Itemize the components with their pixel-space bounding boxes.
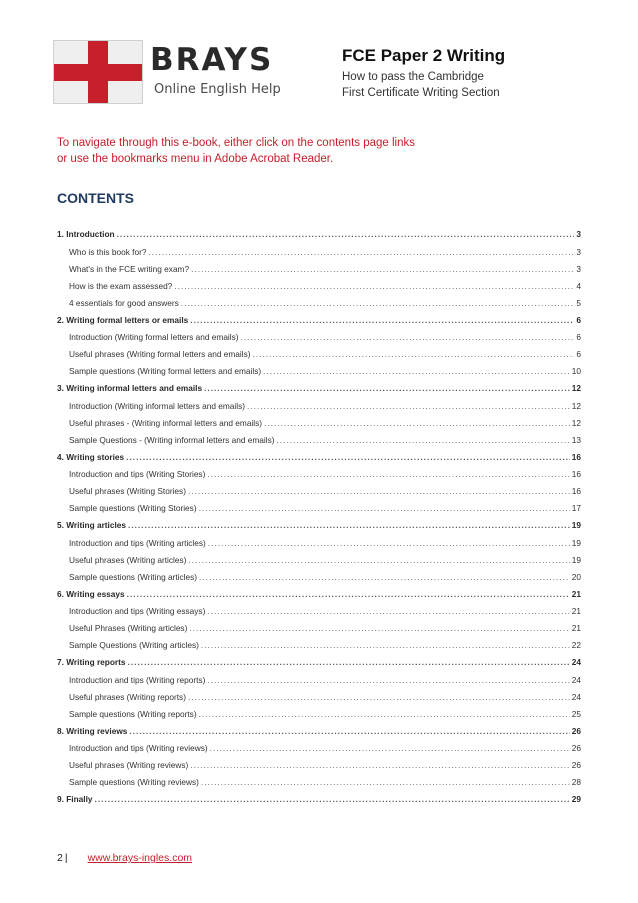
- toc-subsection-link[interactable]: [57, 623, 581, 640]
- toc-entry-title: How is the exam assessed?: [69, 280, 173, 291]
- toc-page-number: 3: [576, 263, 581, 274]
- toc-page-number: 16: [571, 451, 581, 462]
- toc-subsection-link[interactable]: [57, 418, 581, 435]
- toc-dot-leader: [191, 264, 574, 274]
- toc-subsection-link[interactable]: [57, 247, 581, 264]
- toc-dot-leader: [264, 418, 570, 428]
- toc-page-number: 6: [576, 332, 581, 342]
- toc-entry-title: 3. Writing informal letters and emails: [57, 383, 203, 393]
- toc-entry-title: 7. Writing reports: [57, 657, 126, 667]
- toc-subsection-link[interactable]: [57, 777, 581, 794]
- page-footer: [57, 852, 192, 864]
- toc-dot-leader: [204, 383, 570, 393]
- toc-dot-leader: [148, 247, 574, 257]
- england-flag-icon: [53, 40, 143, 104]
- toc-dot-leader: [189, 623, 569, 633]
- toc-entry-title: Introduction and tips (Writing Stories): [69, 469, 206, 479]
- toc-page-number: 4: [576, 280, 581, 291]
- toc-dot-leader: [208, 538, 570, 548]
- toc-section-link[interactable]: [57, 452, 581, 470]
- toc-subsection-link[interactable]: [57, 366, 581, 383]
- toc-dot-leader: [241, 332, 575, 342]
- toc-entry-title: Sample questions (Writing articles): [69, 571, 198, 582]
- toc-dot-leader: [188, 692, 570, 702]
- navigation-note-line: To navigate through this e-book, either click on the contents page links: [57, 137, 415, 149]
- toc-page-number: 6: [576, 349, 581, 359]
- toc-page-number: 26: [571, 743, 581, 753]
- toc-dot-leader: [207, 469, 569, 479]
- contents-heading: CONTENTS: [57, 190, 134, 206]
- table-of-contents: [57, 229, 581, 812]
- toc-subsection-link[interactable]: [57, 486, 581, 503]
- toc-subsection-link[interactable]: [57, 435, 581, 452]
- website-link[interactable]: www.brays-ingles.com: [87, 852, 193, 864]
- toc-page-number: 26: [571, 725, 581, 736]
- toc-entry-title: Sample questions (Writing reviews): [69, 777, 199, 787]
- toc-entry-title: Useful phrases (Writing reports): [69, 691, 186, 702]
- toc-page-number: 20: [571, 571, 581, 582]
- toc-entry-title: Sample Questions (Writing articles): [69, 640, 199, 650]
- toc-page-number: 16: [571, 486, 581, 496]
- brand-name: BRAYS: [150, 42, 274, 78]
- toc-entry-title: 4. Writing stories: [57, 451, 125, 462]
- toc-section-link[interactable]: [57, 589, 581, 607]
- toc-entry-title: 4 essentials for good answers: [69, 297, 179, 308]
- toc-dot-leader: [263, 366, 570, 376]
- toc-page-number: 29: [571, 794, 581, 804]
- toc-section-link[interactable]: [57, 726, 581, 744]
- toc-dot-leader: [201, 777, 570, 787]
- toc-page-number: 24: [571, 674, 581, 685]
- toc-page-number: 25: [571, 708, 581, 719]
- toc-entry-title: Sample questions (Writing Stories): [69, 503, 197, 513]
- toc-dot-leader: [210, 743, 570, 753]
- toc-page-number: 21: [571, 588, 581, 599]
- toc-dot-leader: [199, 709, 570, 719]
- navigation-note-line: or use the bookmarks menu in Adobe Acrobat Reader.: [57, 153, 334, 165]
- toc-entry-title: 9. Finally: [57, 794, 93, 804]
- toc-page-number: 19: [571, 520, 581, 530]
- toc-entry-title: Useful phrases (Writing reviews): [69, 760, 189, 770]
- toc-dot-leader: [128, 520, 570, 530]
- toc-subsection-link[interactable]: [57, 469, 581, 486]
- toc-dot-leader: [95, 794, 570, 804]
- toc-entry-title: Sample questions (Writing reports): [69, 708, 197, 719]
- toc-entry-title: Introduction and tips (Writing reviews): [69, 743, 208, 753]
- subtitle-line: First Certificate Writing Section: [342, 87, 500, 99]
- toc-page-number: 3: [576, 229, 581, 239]
- toc-dot-leader: [128, 657, 570, 667]
- toc-page-number: 24: [571, 657, 581, 667]
- toc-page-number: 5: [576, 297, 581, 308]
- toc-entry-title: What's in the FCE writing exam?: [69, 263, 190, 274]
- toc-entry-title: Introduction and tips (Writing articles): [69, 537, 206, 548]
- document-subtitle: [342, 69, 500, 101]
- toc-entry-title: Introduction and tips (Writing reports): [69, 674, 206, 685]
- toc-entry-title: 6. Writing essays: [57, 588, 125, 599]
- toc-dot-leader: [207, 606, 569, 616]
- toc-entry-title: 1. Introduction: [57, 229, 115, 239]
- toc-entry-title: Useful Phrases (Writing articles): [69, 623, 188, 633]
- toc-entry-title: Introduction (Writing formal letters and emails): [69, 332, 239, 342]
- toc-page-number: 6: [576, 314, 581, 325]
- toc-dot-leader: [188, 486, 570, 496]
- document-title: FCE Paper 2 Writing: [342, 46, 506, 65]
- toc-dot-leader: [277, 435, 570, 445]
- toc-dot-leader: [181, 298, 575, 308]
- subtitle-line: How to pass the Cambridge: [342, 71, 484, 83]
- toc-subsection-link[interactable]: [57, 572, 581, 589]
- toc-page-number: 22: [571, 640, 581, 650]
- toc-subsection-link[interactable]: [57, 692, 581, 709]
- toc-subsection-link[interactable]: [57, 555, 581, 572]
- toc-entry-title: Introduction (Writing informal letters and emails): [69, 400, 245, 411]
- toc-dot-leader: [207, 675, 569, 685]
- toc-entry-title: 2. Writing formal letters or emails: [57, 314, 189, 325]
- toc-entry-title: 5. Writing articles: [57, 520, 127, 530]
- toc-dot-leader: [247, 401, 570, 411]
- page-number: 2: [57, 852, 63, 864]
- footer-separator: |: [64, 852, 68, 864]
- toc-page-number: 12: [571, 383, 581, 393]
- toc-dot-leader: [199, 572, 570, 582]
- toc-subsection-link[interactable]: [57, 538, 581, 555]
- toc-entry-title: Useful phrases (Writing Stories): [69, 486, 186, 496]
- toc-page-number: 28: [571, 777, 581, 787]
- toc-entry-title: Who is this book for?: [69, 246, 147, 257]
- toc-subsection-link[interactable]: [57, 675, 581, 692]
- toc-page-number: 16: [571, 469, 581, 479]
- toc-subsection-link[interactable]: [57, 332, 581, 349]
- toc-dot-leader: [126, 452, 570, 462]
- toc-page-number: 13: [571, 434, 581, 445]
- toc-subsection-link[interactable]: [57, 298, 581, 315]
- toc-page-number: 26: [571, 760, 581, 770]
- toc-subsection-link[interactable]: [57, 503, 581, 520]
- toc-dot-leader: [199, 503, 570, 513]
- toc-dot-leader: [174, 281, 574, 291]
- toc-dot-leader: [127, 589, 570, 599]
- toc-section-link[interactable]: [57, 315, 581, 333]
- toc-entry-title: Sample Questions - (Writing informal letters and emails): [69, 434, 275, 445]
- toc-page-number: 12: [571, 400, 581, 411]
- toc-entry-title: Sample questions (Writing formal letters and emails): [69, 366, 262, 376]
- toc-section-link[interactable]: [57, 657, 581, 675]
- toc-subsection-link[interactable]: [57, 349, 581, 366]
- toc-subsection-link[interactable]: [57, 743, 581, 760]
- toc-page-number: 19: [571, 537, 581, 548]
- toc-subsection-link[interactable]: [57, 401, 581, 418]
- toc-entry-title: Useful phrases - (Writing informal letters and emails): [69, 417, 263, 428]
- toc-subsection-link[interactable]: [57, 281, 581, 298]
- toc-page-number: 24: [571, 691, 581, 702]
- toc-dot-leader: [117, 229, 575, 239]
- toc-page-number: 17: [571, 503, 581, 513]
- toc-page-number: 21: [571, 606, 581, 616]
- toc-entry-title: 8. Writing reviews: [57, 725, 128, 736]
- toc-dot-leader: [201, 640, 570, 650]
- navigation-note: [57, 135, 477, 167]
- toc-page-number: 21: [571, 623, 581, 633]
- brand-tagline: Online English Help: [154, 82, 281, 97]
- toc-dot-leader: [190, 760, 570, 770]
- toc-dot-leader: [190, 315, 574, 325]
- toc-subsection-link[interactable]: [57, 606, 581, 623]
- brays-logo: [53, 40, 303, 110]
- toc-dot-leader: [188, 555, 569, 565]
- toc-subsection-link[interactable]: [57, 264, 581, 281]
- toc-section-link[interactable]: [57, 383, 581, 401]
- toc-page-number: 19: [571, 554, 581, 565]
- toc-dot-leader: [129, 726, 569, 736]
- toc-dot-leader: [253, 349, 575, 359]
- toc-section-link[interactable]: [57, 229, 581, 247]
- toc-entry-title: Introduction and tips (Writing essays): [69, 606, 206, 616]
- toc-page-number: 12: [571, 417, 581, 428]
- toc-subsection-link[interactable]: [57, 709, 581, 726]
- toc-section-link[interactable]: [57, 794, 581, 812]
- toc-entry-title: Useful phrases (Writing formal letters and emails): [69, 349, 251, 359]
- toc-subsection-link[interactable]: [57, 760, 581, 777]
- toc-entry-title: Useful phrases (Writing articles): [69, 554, 187, 565]
- toc-section-link[interactable]: [57, 520, 581, 538]
- toc-page-number: 3: [576, 246, 581, 257]
- toc-page-number: 10: [571, 366, 581, 376]
- toc-subsection-link[interactable]: [57, 640, 581, 657]
